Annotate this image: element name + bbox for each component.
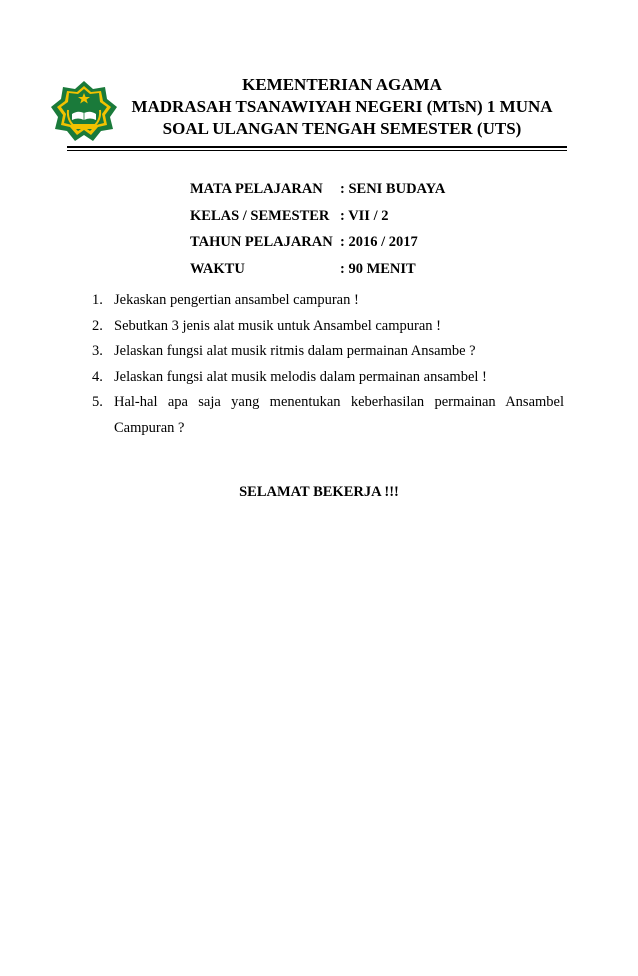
question-text: Hal-hal apa saja yang menentukan keberhasilan permainan Ansambel — [114, 394, 564, 410]
question-item — [92, 288, 564, 314]
question-item — [92, 365, 564, 391]
question-item — [92, 339, 564, 365]
question-text: Jelaskan fungsi alat musik melodis dalam permainan ansambel ! — [114, 368, 487, 385]
info-row-class — [190, 203, 445, 230]
question-number: 4. — [92, 368, 103, 385]
closing-message: SELAMAT BEKERJA !!! — [239, 484, 399, 500]
question-text: Campuran ? — [114, 419, 185, 436]
question-text: Jelaskan fungsi alat musik ritmis dalam permainan Ansambe ? — [114, 343, 476, 359]
question-number: 5. — [92, 394, 103, 410]
question-item — [92, 390, 564, 416]
school-name: MADRASAH TSANAWIYAH NEGERI (MTsN) 1 MUNA — [131, 97, 553, 116]
ministry-name: KEMENTERIAN AGAMA — [242, 75, 442, 94]
info-row-subject — [190, 176, 445, 203]
info-label: KELAS / SEMESTER — [190, 207, 330, 224]
info-row-year — [190, 229, 445, 256]
header-divider-thin — [67, 150, 567, 151]
header-divider-thick — [67, 146, 567, 148]
question-number: 1. — [92, 292, 103, 308]
info-value: : VII / 2 — [340, 207, 389, 224]
exam-title: SOAL ULANGAN TENGAH SEMESTER (UTS) — [162, 119, 522, 138]
info-label: WAKTU — [190, 260, 245, 277]
question-item — [92, 314, 564, 340]
question-text: Jekaskan pengertian ansambel campuran ! — [114, 292, 359, 308]
info-row-time — [190, 256, 445, 283]
info-value: : 90 MENIT — [340, 260, 416, 277]
question-number: 2. — [92, 317, 103, 334]
ministry-emblem-icon — [50, 80, 118, 142]
letterhead — [120, 74, 564, 140]
question-number: 3. — [92, 343, 103, 359]
question-text: Sebutkan 3 jenis alat musik untuk Ansambel campuran ! — [114, 317, 441, 334]
info-value: : SENI BUDAYA — [340, 181, 446, 197]
exam-info — [190, 176, 445, 282]
question-item-continuation — [92, 416, 564, 442]
info-value: : 2016 / 2017 — [340, 234, 418, 250]
info-label: TAHUN PELAJARAN — [190, 234, 333, 250]
info-label: MATA PELAJARAN — [190, 181, 323, 197]
question-list — [92, 288, 564, 441]
